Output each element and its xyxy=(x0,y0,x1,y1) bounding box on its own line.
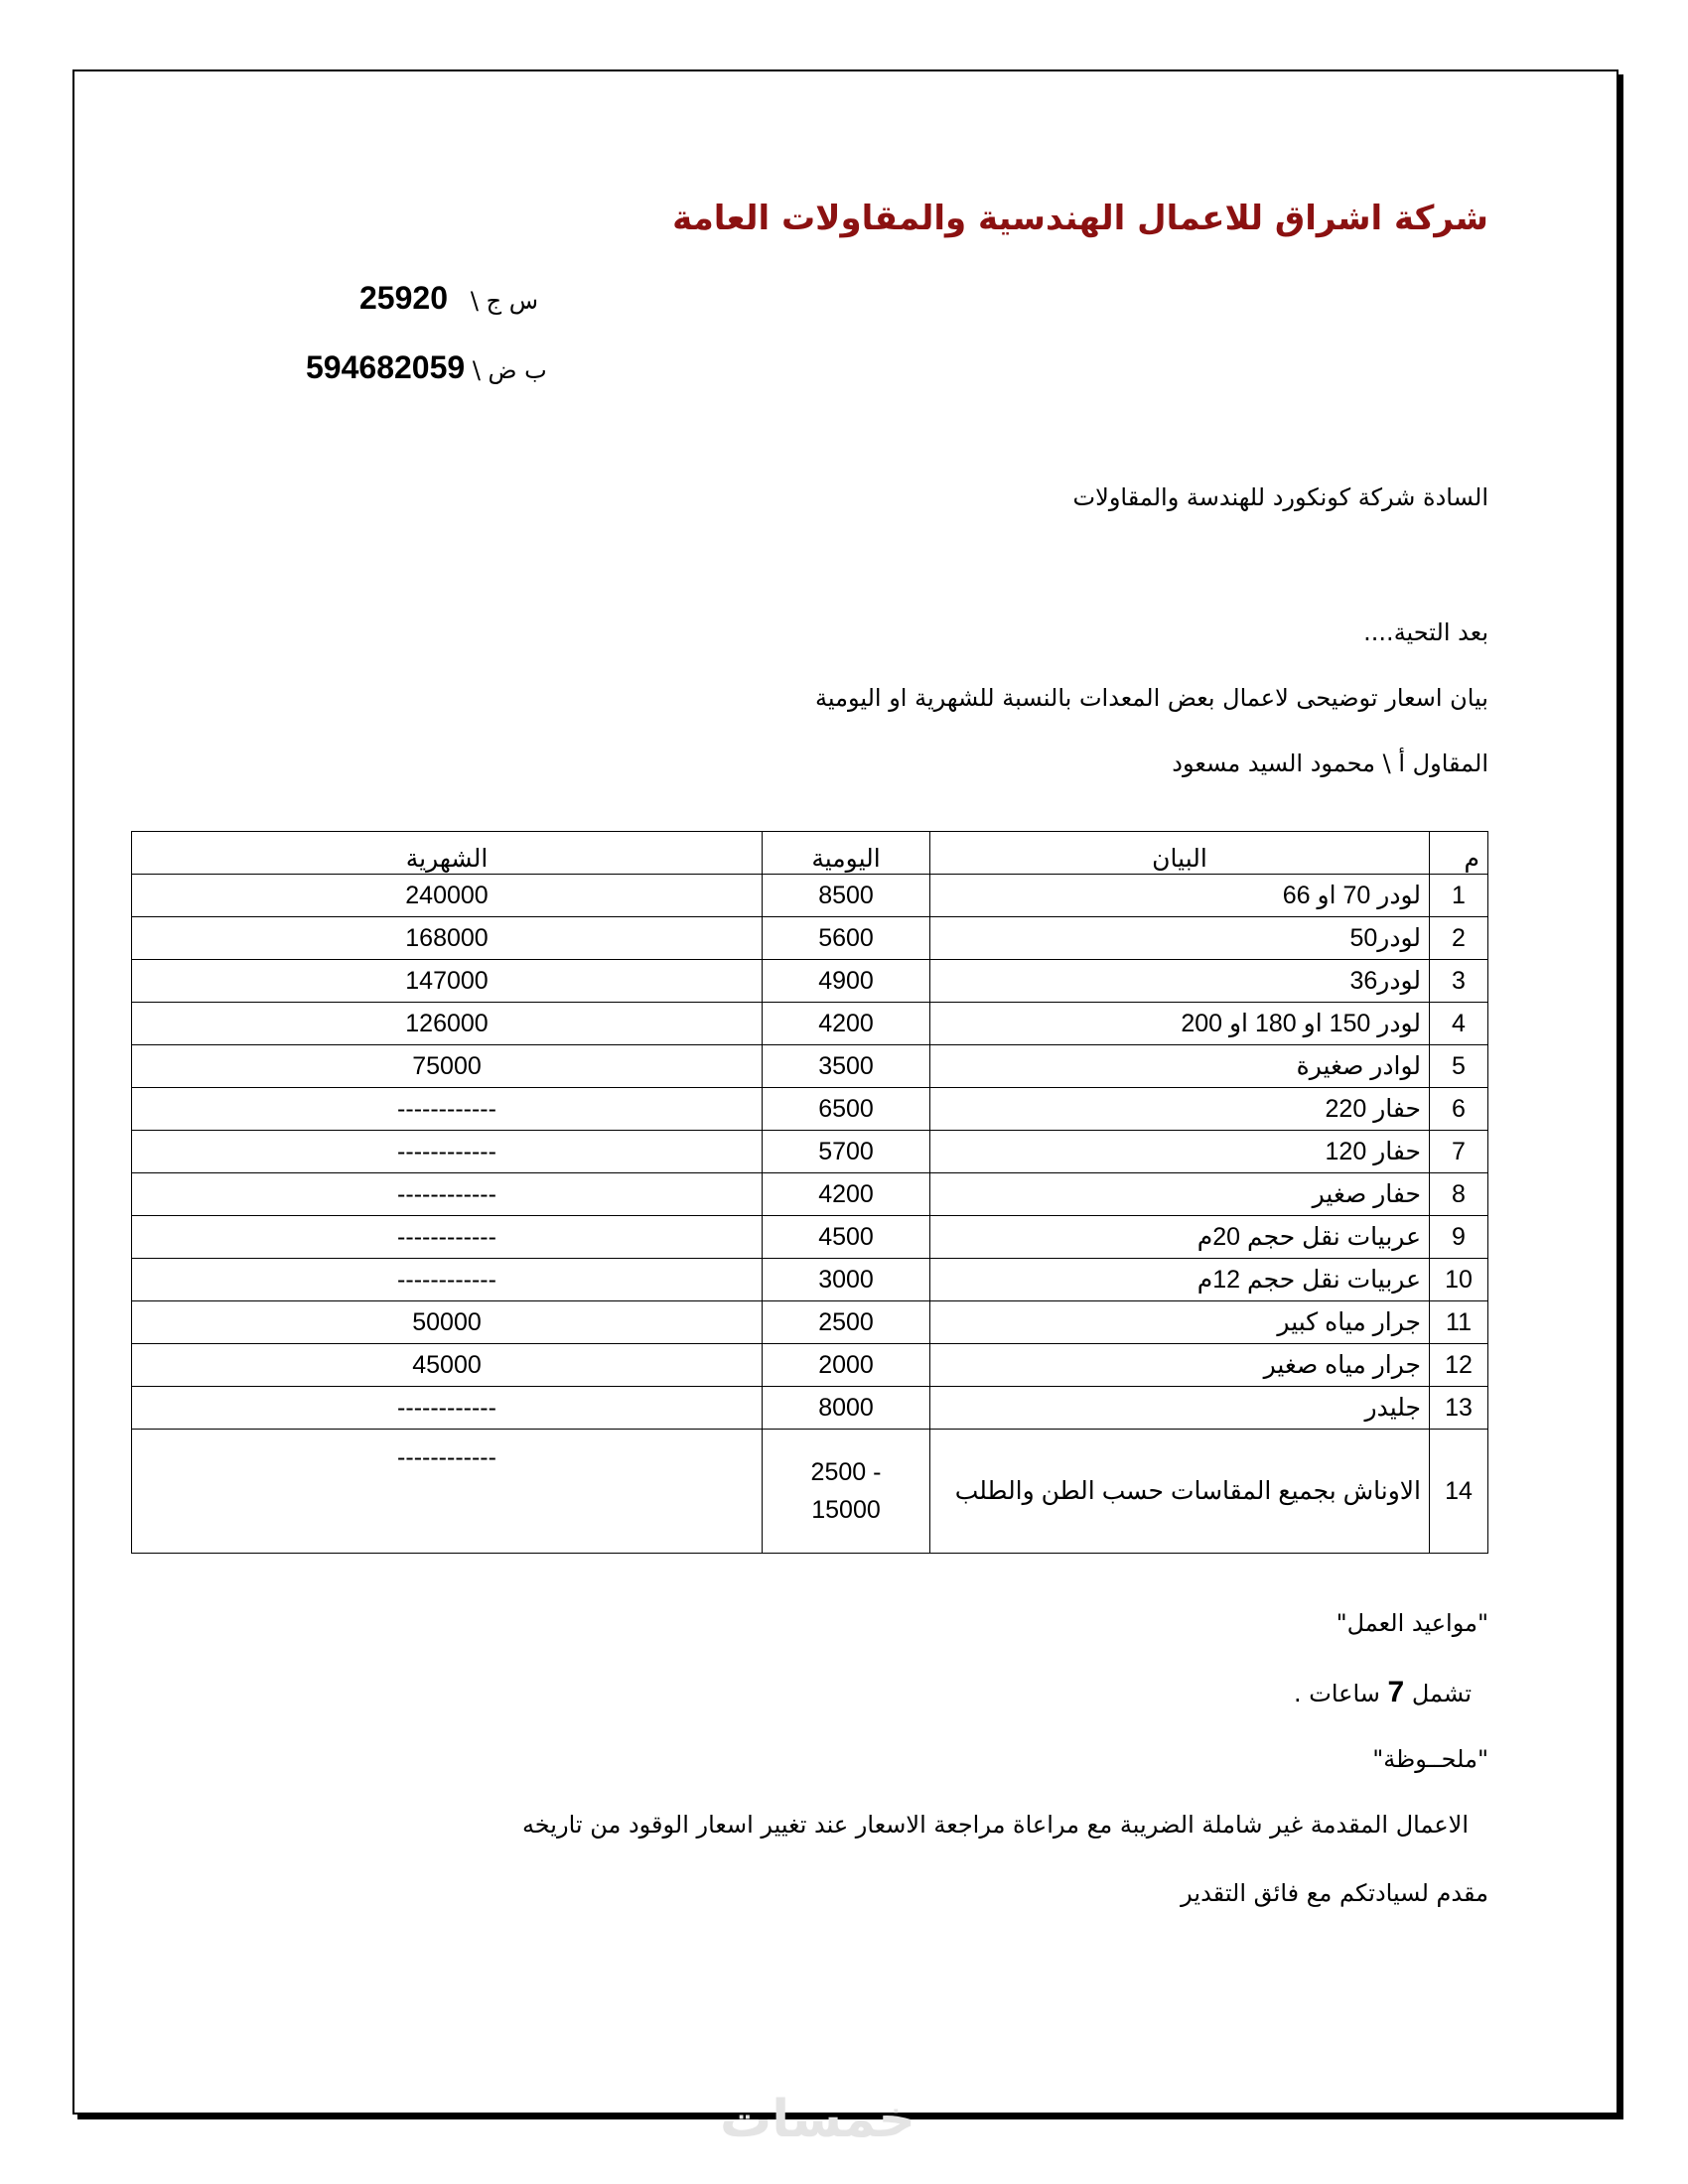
cell-daily-line2: 15000 xyxy=(811,1496,881,1524)
cell-monthly: 75000 xyxy=(132,1045,763,1088)
cell-num: 14 xyxy=(1430,1430,1488,1554)
table-row xyxy=(132,960,1488,1003)
cell-daily: 3500 xyxy=(763,1045,930,1088)
table-row xyxy=(132,1387,1488,1430)
work-hours-suffix: ساعات . xyxy=(1293,1680,1380,1707)
cell-num: 1 xyxy=(1430,875,1488,917)
cell-daily-line1: 2500 - xyxy=(810,1458,882,1486)
cell-daily: 2000 xyxy=(763,1344,930,1387)
header-monthly: الشهرية xyxy=(132,832,763,875)
cell-desc: حفار صغير xyxy=(930,1173,1430,1216)
work-hours xyxy=(1294,1676,1472,1709)
cell-num: 4 xyxy=(1430,1003,1488,1045)
work-hours-prefix: تشمل xyxy=(1411,1680,1472,1707)
cell-num: 7 xyxy=(1430,1131,1488,1173)
tax-card-label: ب ض \ xyxy=(472,356,547,384)
table-row xyxy=(132,917,1488,960)
company-name: شركة اشراق للاعمال الهندسية والمقاولات العامة xyxy=(672,199,1488,238)
cell-desc: لودر 150 او 180 او 200 xyxy=(930,1003,1430,1045)
table-row xyxy=(132,1088,1488,1131)
header-daily: اليومية xyxy=(763,832,930,875)
cell-monthly: 240000 xyxy=(132,875,763,917)
cell-desc: لودر36 xyxy=(930,960,1430,1003)
cell-daily: 4500 xyxy=(763,1216,930,1259)
cell-num: 11 xyxy=(1430,1301,1488,1344)
cell-daily: 2500 xyxy=(763,1301,930,1344)
commercial-register-value: 25920 xyxy=(359,280,448,316)
contractor: المقاول أ \ محمود السيد مسعود xyxy=(1172,750,1488,777)
cell-daily: 8500 xyxy=(763,875,930,917)
cell-desc: جرار مياه صغير xyxy=(930,1344,1430,1387)
header-num: م xyxy=(1430,832,1488,875)
table-row xyxy=(132,1430,1488,1554)
cell-daily: 8000 xyxy=(763,1387,930,1430)
cell-desc: لودر50 xyxy=(930,917,1430,960)
cell-num: 5 xyxy=(1430,1045,1488,1088)
subject: بيان اسعار توضيحى لاعمال بعض المعدات بالنسبة للشهرية او اليومية xyxy=(815,684,1488,712)
cell-daily: 4900 xyxy=(763,960,930,1003)
table-row xyxy=(132,1131,1488,1173)
table-row xyxy=(132,1045,1488,1088)
greeting: بعد التحية.... xyxy=(1363,618,1488,646)
cell-num: 6 xyxy=(1430,1088,1488,1131)
cell-daily: 6500 xyxy=(763,1088,930,1131)
price-table xyxy=(131,831,1488,1554)
commercial-register-label: س ج \ xyxy=(470,287,539,315)
cell-num: 3 xyxy=(1430,960,1488,1003)
watermark-logo: خمسات xyxy=(720,2090,916,2149)
table-row xyxy=(132,1216,1488,1259)
cell-daily: 4200 xyxy=(763,1003,930,1045)
note-text: الاعمال المقدمة غير شاملة الضريبة مع مراعاة مراجعة الاسعار عند تغيير اسعار الوقود من تاريخه xyxy=(521,1811,1469,1839)
cell-monthly: 50000 xyxy=(132,1301,763,1344)
table-row xyxy=(132,1003,1488,1045)
cell-daily xyxy=(763,1430,930,1554)
cell-desc: الاوناش بجميع المقاسات حسب الطن والطلب xyxy=(930,1430,1430,1554)
cell-desc: عربيات نقل حجم 12م xyxy=(930,1259,1430,1301)
cell-num: 10 xyxy=(1430,1259,1488,1301)
cell-monthly: 147000 xyxy=(132,960,763,1003)
cell-num: 2 xyxy=(1430,917,1488,960)
table-row xyxy=(132,1301,1488,1344)
cell-num: 13 xyxy=(1430,1387,1488,1430)
cell-monthly: 126000 xyxy=(132,1003,763,1045)
cell-monthly: ------------ xyxy=(132,1173,763,1216)
recipient: السادة شركة كونكورد للهندسة والمقاولات xyxy=(1072,483,1488,511)
cell-daily: 3000 xyxy=(763,1259,930,1301)
cell-desc: حفار 220 xyxy=(930,1088,1430,1131)
cell-monthly: ------------ xyxy=(132,1216,763,1259)
commercial-register xyxy=(359,280,538,317)
tax-card-value: 594682059 xyxy=(306,349,466,385)
cell-monthly: 45000 xyxy=(132,1344,763,1387)
cell-desc: جليدر xyxy=(930,1387,1430,1430)
header-desc: البيان xyxy=(930,832,1430,875)
cell-daily: 4200 xyxy=(763,1173,930,1216)
cell-monthly: ------------ xyxy=(132,1131,763,1173)
table-row xyxy=(132,1173,1488,1216)
cell-num: 9 xyxy=(1430,1216,1488,1259)
cell-desc: جرار مياه كبير xyxy=(930,1301,1430,1344)
cell-monthly: 168000 xyxy=(132,917,763,960)
cell-desc: عربيات نقل حجم 20م xyxy=(930,1216,1430,1259)
work-hours-heading: "مواعيد العمل" xyxy=(1336,1609,1488,1637)
closing: مقدم لسيادتكم مع فائق التقدير xyxy=(1181,1879,1488,1907)
note-heading: "ملحــوظة" xyxy=(1372,1745,1488,1773)
cell-num: 12 xyxy=(1430,1344,1488,1387)
cell-monthly: ------------ xyxy=(132,1387,763,1430)
cell-desc: حفار 120 xyxy=(930,1131,1430,1173)
cell-daily: 5600 xyxy=(763,917,930,960)
table-header-row xyxy=(132,832,1488,875)
table-row xyxy=(132,1344,1488,1387)
cell-monthly: ------------ xyxy=(132,1088,763,1131)
cell-monthly: ------------ xyxy=(132,1430,763,1554)
table-row xyxy=(132,875,1488,917)
cell-desc: لودر 70 او 66 xyxy=(930,875,1430,917)
cell-daily: 5700 xyxy=(763,1131,930,1173)
cell-num: 8 xyxy=(1430,1173,1488,1216)
work-hours-number: 7 xyxy=(1387,1676,1405,1708)
tax-card xyxy=(306,349,547,386)
cell-desc: لوادر صغيرة xyxy=(930,1045,1430,1088)
table-row xyxy=(132,1259,1488,1301)
cell-monthly: ------------ xyxy=(132,1259,763,1301)
